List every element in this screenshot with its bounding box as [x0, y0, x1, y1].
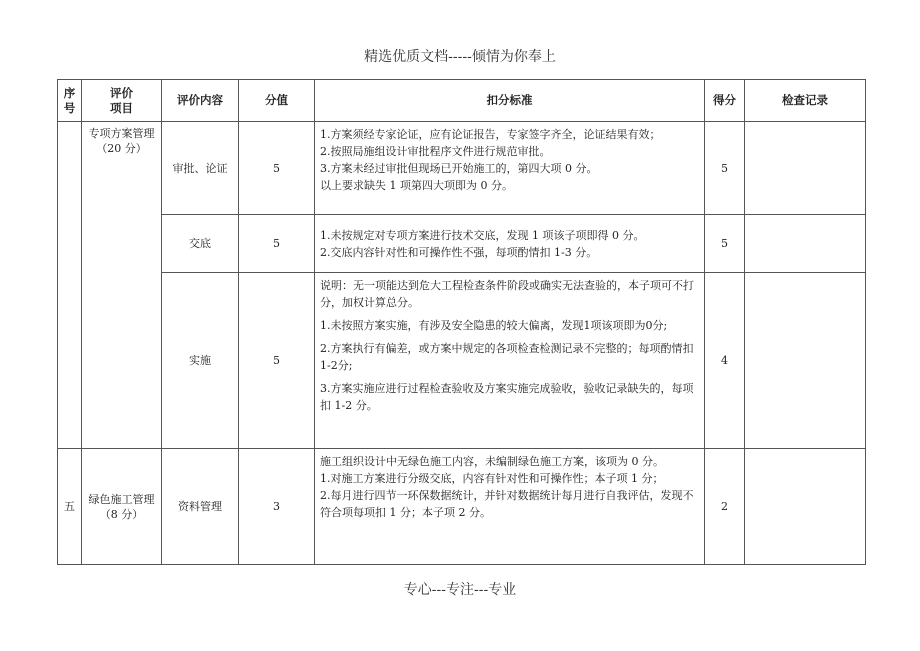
header-criteria: 扣分标准 [315, 80, 705, 122]
score-cell: 5 [239, 215, 315, 273]
record-cell[interactable] [745, 449, 866, 565]
item-name: 专项方案管理 [88, 127, 155, 140]
table-header-row [58, 80, 866, 122]
item-points: （20 分） [96, 142, 147, 155]
content-cell: 交底 [162, 215, 239, 273]
record-cell[interactable] [745, 122, 866, 215]
item-name: 绿色施工管理 [88, 492, 155, 506]
table-row [58, 449, 866, 565]
header-item: 评价 项目 [82, 80, 162, 122]
earned-cell: 4 [705, 273, 745, 449]
header-score: 分值 [239, 80, 315, 122]
criteria-cell: 说明：无一项能达到危大工程检查条件阶段或确实无法查验的，本子项可不打分，加权计算总分。 1.未按照方案实施，有涉及安全隐患的较大偏离，发现1项该项即为0分; 2.方案执行有偏差，或方案中规定的各项检查检测记录不完整的；每项酌情扣1-2分; 3.方案实施应进行过程检查验收及方案实施完成验收，验收记录缺失的，每项扣 1-2 分。 [315, 273, 705, 449]
item-points: （8 分） [99, 507, 144, 521]
seq-cell: 五 [58, 449, 82, 565]
header-record: 检查记录 [745, 80, 866, 122]
table-row [58, 273, 866, 449]
criteria-cell: 施工组织设计中无绿色施工内容，未编制绿色施工方案，该项为 0 分。 1.对施工方案进行分级交底，内容有针对性和可操作性；本子项 1 分； 2.每月进行四节一环保数据统计，并针对数据统计每月进行自我评估，发现不符合项每项扣 1 分；本子项 2 分。 [315, 449, 705, 565]
page-footer: 专心---专注---专业 [403, 582, 517, 598]
criteria-cell: 1.未按规定对专项方案进行技术交底，发现 1 项该子项即得 0 分。 2.交底内容针对性和可操作性不强，每项酌情扣 1-3 分。 [315, 215, 705, 273]
header-content: 评价内容 [162, 80, 239, 122]
earned-cell: 2 [705, 449, 745, 565]
evaluation-table [57, 79, 866, 565]
header-earned: 得分 [705, 80, 745, 122]
criteria-cell: 1.方案须经专家论证，应有论证报告，专家签字齐全，论证结果有效； 2.按照局施组设计审批程序文件进行规范审批。 3.方案未经过审批但现场已开始施工的，第四大项 0 分。 以上要求缺失 1 项第四大项即为 0 分。 [315, 122, 705, 215]
earned-cell: 5 [705, 215, 745, 273]
score-cell: 5 [239, 122, 315, 215]
content-cell: 审批、论证 [162, 122, 239, 215]
content-cell: 实施 [162, 273, 239, 449]
item-cell [82, 449, 162, 565]
table-row [58, 122, 866, 215]
seq-cell [58, 122, 82, 449]
earned-cell: 5 [705, 122, 745, 215]
table-row [58, 215, 866, 273]
item-cell [82, 122, 162, 449]
header-seq: 序 号 [58, 80, 82, 122]
page-header: 精选优质文档-----倾情为你奉上 [364, 49, 556, 65]
score-cell: 5 [239, 273, 315, 449]
content-cell: 资料管理 [162, 449, 239, 565]
record-cell[interactable] [745, 273, 866, 449]
score-cell: 3 [239, 449, 315, 565]
record-cell[interactable] [745, 215, 866, 273]
